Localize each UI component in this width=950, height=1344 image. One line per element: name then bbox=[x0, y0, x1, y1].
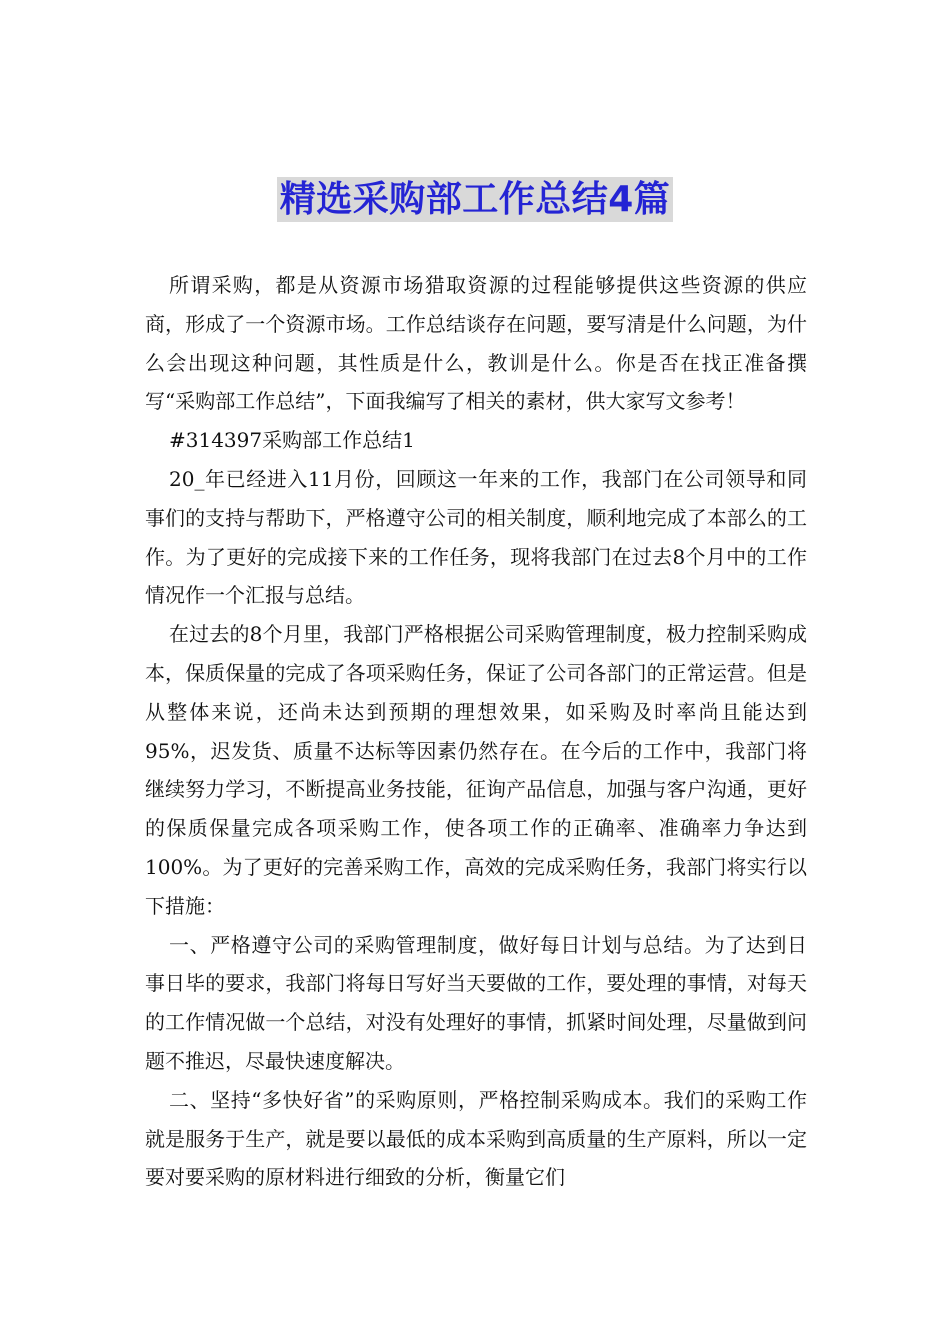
body-paragraph: 在过去的8个月里，我部门严格根据公司采购管理制度，极力控制采购成本，保质保量的完成了各项采购任务，保证了公司各部门的正常运营。但是从整体来说，还尚未达到预期的理想效果，如采购及时率尚且能达到95%，迟发货、质量不达标等因素仍然存在。在今后的工作中，我部门将继续努力学习，不断提高业务技能，征询产品信息，加强与客户沟通，更好的保质保量完成各项采购工作，使各项工作的正确率、准确率力争达到100%。为了更好的完善采购工作，高效的完成采购任务，我部门将实行以下措施： bbox=[145, 622, 807, 918]
body-paragraph: 20_年已经进入11月份，回顾这一年来的工作，我部门在公司领导和同事们的支持与帮助下，严格遵守公司的相关制度，顺利地完成了本部么的工作。为了更好的完成接下来的工作任务，现将我部门在过去8个月中的工作情况作一个汇报与总结。 bbox=[145, 466, 807, 608]
document-title bbox=[0, 172, 950, 228]
document-title-text: 精选采购部工作总结4篇 bbox=[277, 177, 674, 222]
section-heading: #314397采购部工作总结1 bbox=[169, 428, 415, 453]
intro-paragraph: 所谓采购，都是从资源市场猎取资源的过程能够提供这些资源的供应商，形成了一个资源市场。工作总结谈存在问题，要写清是什么问题，为什么会出现这种问题，其性质是什么，教训是什么。你是否在找正准备撰写“采购部工作总结”，下面我编写了相关的素材，供大家写文参考！ bbox=[145, 273, 807, 414]
body-paragraph: 二、坚持“多快好省”的采购原则，严格控制采购成本。我们的采购工作就是服务于生产，就是要以最低的成本采购到高质量的生产原料，所以一定要对要采购的原材料进行细致的分析，衡量它们 bbox=[145, 1087, 807, 1190]
document-body bbox=[145, 266, 807, 1197]
body-paragraph: 一、严格遵守公司的采购管理制度，做好每日计划与总结。为了达到日事日毕的要求，我部门将每日写好当天要做的工作，要处理的事情，对每天的工作情况做一个总结，对没有处理好的事情，抓紧时间处理，尽量做到问题不推迟，尽最快速度解决。 bbox=[145, 932, 807, 1073]
